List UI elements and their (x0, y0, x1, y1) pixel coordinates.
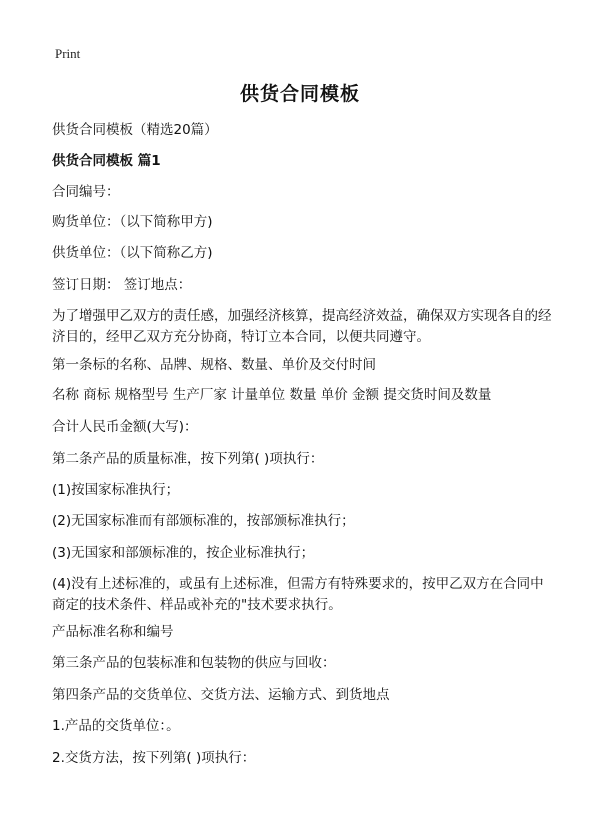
section-heading: 供货合同模板 篇1 (52, 153, 161, 169)
document-title: 供货合同模板 (239, 83, 360, 105)
paragraph: 1.产品的交货单位：。 (52, 718, 180, 734)
paragraph: 第四条产品的交货单位、交货方法、运输方式、到货地点 (52, 687, 390, 703)
paragraph: 购货单位：（以下简称甲方) (52, 214, 213, 230)
paragraph: (2)无国家标准而有部颁标准的，按部颁标准执行； (52, 513, 355, 529)
paragraph: 供货单位：（以下简称乙方) (52, 245, 213, 261)
paragraph: (3)无国家和部颁标准的，按企业标准执行； (52, 545, 315, 561)
paragraph: 第二条产品的质量标准，按下列第( )项执行： (52, 451, 324, 467)
paragraph: 签订日期： 签订地点： (52, 277, 192, 293)
paragraph: 第三条产品的包装标准和包装物的供应与回收： (52, 655, 336, 671)
paragraph: (4)没有上述标准的，或虽有上述标准，但需方有特殊要求的，按甲乙双方在合同中商定的技术条件、样品或补充的"技术要求执行。 (52, 576, 544, 613)
paragraph: 第一条标的名称、品牌、规格、数量、单价及交付时间 (52, 357, 376, 373)
paragraph: 2.交货方法，按下列第( )项执行： (52, 750, 256, 766)
document-subtitle: 供货合同模板（精选20篇） (52, 122, 218, 138)
paragraph: 合计人民币金额(大写)： (52, 419, 198, 435)
paragraph: 名称 商标 规格型号 生产厂家 计量单位 数量 单价 金额 提交货时间及数量 (52, 387, 492, 403)
paragraph: 合同编号： (52, 184, 120, 200)
print-label: Print (55, 46, 81, 61)
paragraph: 产品标准名称和编号 (52, 624, 174, 640)
paragraph: (1)按国家标准执行； (52, 482, 180, 498)
paragraph: 为了增强甲乙双方的责任感，加强经济核算，提高经济效益，确保双方实现各自的经济目的，经甲乙双方充分协商，特订立本合同，以便共同遵守。 (52, 308, 552, 345)
